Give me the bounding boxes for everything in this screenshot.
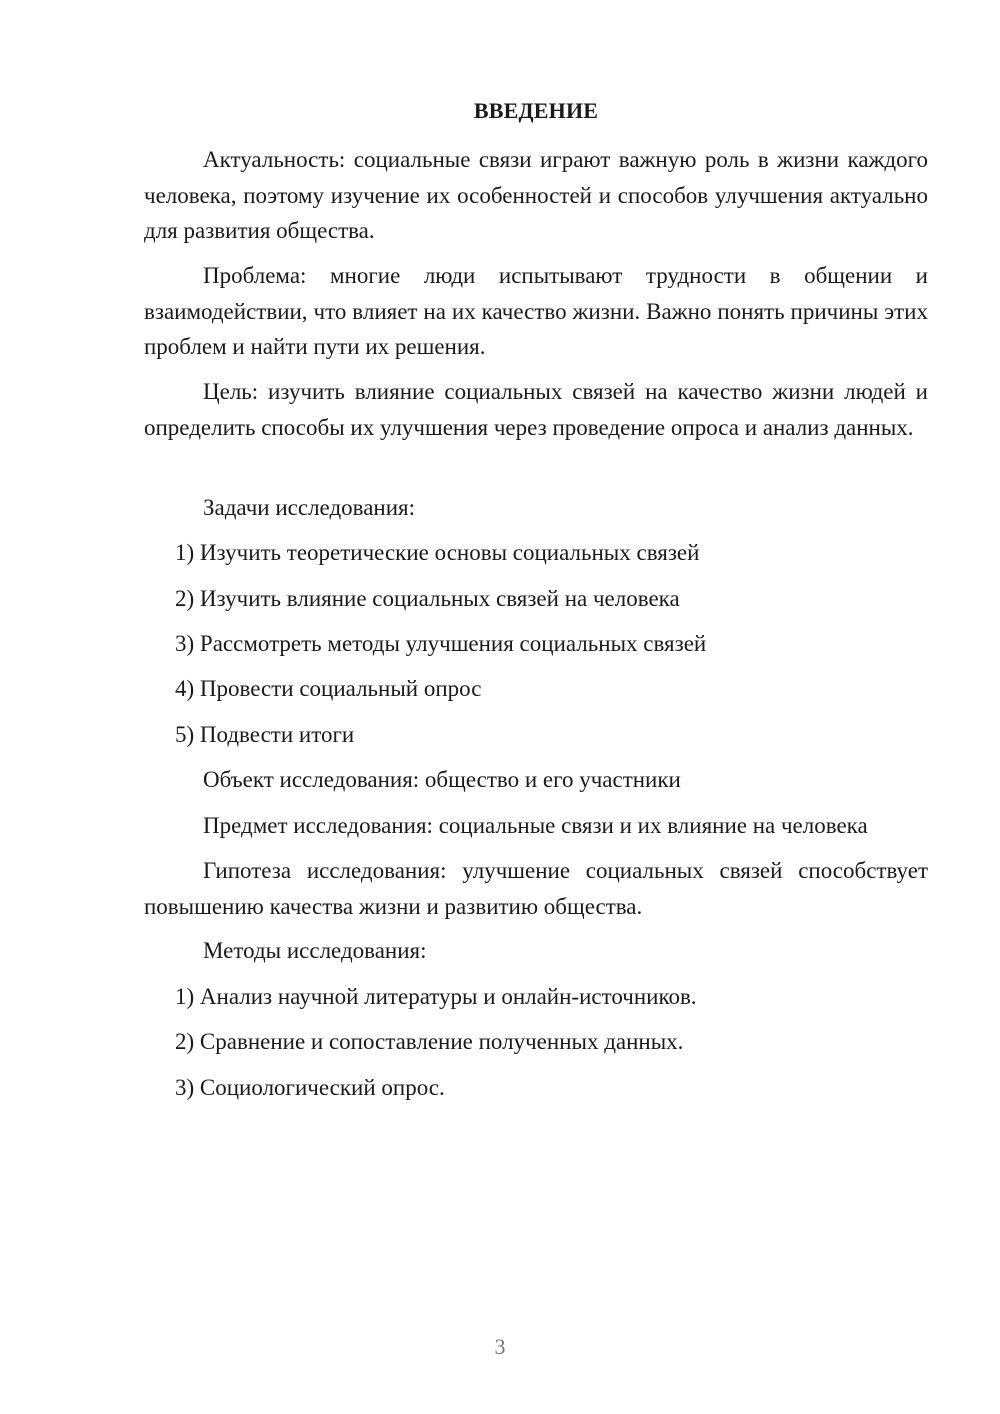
task-item: 4) Провести социальный опрос [175,676,482,701]
task-item: 1) Изучить теоретические основы социальных связей [175,540,700,565]
tasks-heading: Задачи исследования: [203,495,416,520]
subject-line: Предмет исследования: социальные связи и их влияние на человека [203,813,868,838]
goal-paragraph: Цель: изучить влияние социальных связей на качество жизни людей и определить способы их улучшения через проведение опроса и анализ данных. [144,379,928,440]
methods-heading: Методы исследования: [203,938,427,963]
task-item: 3) Рассмотреть методы улучшения социальных связей [175,631,707,656]
problem-paragraph: Проблема: многие люди испытывают трудности в общении и взаимодействии, что влияет на их качество жизни. Важно понять причины этих проблем и найти пути их решения. [144,263,928,359]
page-number: 3 [494,1334,506,1359]
task-item: 2) Изучить влияние социальных связей на человека [175,586,680,611]
task-item: 5) Подвести итоги [175,722,355,747]
section-title: ВВЕДЕНИЕ [473,98,599,123]
object-line: Объект исследования: общество и его участники [203,767,681,792]
method-item: 2) Сравнение и сопоставление полученных данных. [175,1029,684,1054]
method-item: 3) Социологический опрос. [175,1075,445,1100]
method-item: 1) Анализ научной литературы и онлайн-источников. [175,984,697,1009]
hypothesis-paragraph: Гипотеза исследования: улучшение социальных связей способствует повышению качества жизни и развитию общества. [144,858,928,919]
relevance-paragraph: Актуальность: социальные связи играют важную роль в жизни каждого человека, поэтому изучение их особенностей и способов улучшения актуально для развития общества. [144,147,928,243]
